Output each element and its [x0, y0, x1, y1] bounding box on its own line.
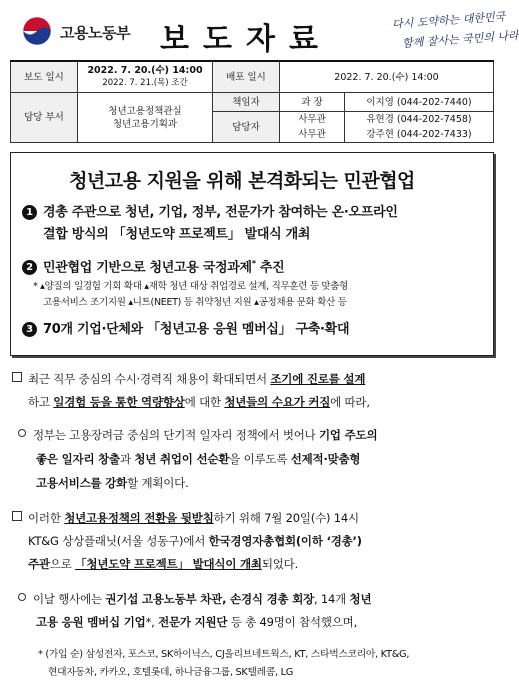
p4-h: 등 총 49명이 참석했으며, — [227, 615, 358, 629]
p2-i: 할 계획이다. — [127, 476, 189, 490]
point-2-text: 민관협업 기반으로 청년고용 국정과제 — [43, 260, 252, 276]
paragraph-3-line-2 — [28, 530, 494, 552]
slogan-line-2: 함께 잘사는 국민의 나라 — [401, 28, 519, 51]
p1-c: 하고 — [28, 395, 54, 409]
point-3-text: 70개 기업·단체와 「청년고용 응원 멤버십」 구축·확대 — [43, 322, 350, 337]
distribute-value: 2022. 7. 20.(수) 14:00 — [280, 61, 494, 93]
officer1-contact: 유현경 (044-202-7458) — [345, 112, 494, 128]
point-2-tail: 추진 — [255, 260, 285, 276]
footnote-line-2: 현대자동차, 카카오, 호텔롯데, 하나금융그룹, SK텔레콤, LG — [48, 667, 294, 678]
p3-b: 청년고용정책의 전환을 뒷받침 — [64, 511, 214, 525]
p3-c: 하기 위해 7월 20일(수) 14시 — [213, 511, 359, 525]
p3-d: KT&G 상상플래닛(서울 성동구)에서 — [28, 534, 209, 548]
release-label: 보도 일시 — [11, 61, 78, 93]
dept-cell — [78, 93, 213, 143]
p2-e: 청년 취업이 선순환 — [134, 452, 230, 466]
p1-f: 청년들의 수요가 커짐 — [224, 395, 331, 409]
p3-h: 「청년도약 프로젝트」 발대식이 개최 — [75, 557, 262, 571]
point-2-footnote-mark: * — [251, 259, 256, 268]
number-2-icon: 2 — [22, 260, 37, 275]
paragraph-1-line-2 — [28, 391, 494, 413]
p1-e: 에 대한 — [184, 395, 225, 409]
paragraph-1 — [12, 368, 494, 390]
p4-b: 권기섭 고용노동부 차관, 손경식 경총 회장 — [105, 592, 315, 606]
p2-h: 고용서비스를 강화 — [36, 476, 128, 490]
paragraph-2 — [18, 424, 494, 446]
paragraph-2-line-3 — [36, 472, 494, 494]
paragraph-4 — [18, 588, 494, 610]
chief-contact: 이지영 (044-202-7440) — [345, 93, 494, 112]
footnote-line-1: * (가입 순) 삼성전자, 포스코, SK하이닉스, CJ올리브네트웍스, KT, 스타벅스코리아, KT&G, — [38, 649, 410, 660]
paragraph-4-line-2 — [36, 611, 494, 633]
point-1 — [22, 203, 488, 223]
point-2-sub-2: 고용서비스 조기지원 ▴니트(NEET) 등 취약청년 지원 ▴공정채용 문화 확산 등 — [43, 297, 347, 308]
chief-role: 과 장 — [280, 93, 345, 112]
press-info-table — [10, 60, 494, 143]
p1-a: 최근 직무 중심의 수시·경력직 채용이 확대되면서 — [28, 372, 271, 386]
p3-e: 한국경영자총협회(이하 ‘경총’) — [208, 534, 362, 548]
square-bullet-icon — [12, 511, 22, 521]
p4-g: 전문가 지원단 — [158, 615, 228, 629]
dept-line-2: 청년고용기획과 — [112, 118, 178, 130]
officer1-role: 사무관 — [280, 112, 345, 128]
point-1-line-1: 경총 주관으로 청년, 기업, 정부, 전문가가 참여하는 온·오프라인 — [43, 205, 398, 220]
p2-b: 기업 주도의 — [319, 428, 378, 442]
p3-i: 되었다. — [261, 557, 299, 571]
page-title: 보도자료 — [160, 22, 332, 57]
p3-a: 이러한 — [28, 511, 65, 525]
p3-f: 주관 — [28, 557, 50, 571]
paragraph-2-line-2 — [36, 448, 494, 470]
p1-d: 일경험 등을 통한 역량향상 — [53, 395, 185, 409]
government-emblem-icon — [20, 14, 54, 48]
point-2 — [22, 254, 488, 278]
ministry-name: 고용노동부 — [60, 24, 130, 42]
circle-bullet-icon — [18, 429, 26, 437]
dept-label: 담당 부서 — [11, 93, 78, 143]
headline: 청년고용 지원을 위해 본격화되는 민관협업 — [69, 170, 415, 192]
number-3-icon: 3 — [22, 322, 37, 337]
point-1-line-2: 결합 방식의 「청년도약 프로젝트」 발대식 개최 — [43, 227, 311, 242]
p2-d: 과 — [119, 452, 135, 466]
circle-bullet-icon — [18, 593, 26, 601]
chief-label: 책임자 — [213, 93, 280, 112]
p4-d: 청년 — [349, 592, 372, 606]
p4-a: 이날 행사에는 — [33, 592, 106, 606]
release-sub: 2022. 7. 21.(목) 조간 — [102, 78, 188, 88]
p2-c: 좋은 일자리 창출 — [36, 452, 120, 466]
p4-c: , 14개 — [314, 592, 350, 606]
release-value: 2022. 7. 20.(수) 14:00 — [87, 65, 203, 76]
p1-b: 조기에 진로를 설계 — [270, 372, 366, 386]
slogan-line-1: 다시 도약하는 대한민국 — [391, 10, 506, 31]
p1-g: 에 따라, — [330, 395, 370, 409]
point-2-sub-1: * ▴양질의 일경험 기회 확대 ▴재학 청년 대상 취업경로 설계, 직무훈련 등 맞춤형 — [33, 281, 349, 292]
release-cell — [78, 61, 213, 93]
paragraph-3 — [12, 507, 494, 529]
p4-e: 고용 응원 멤버십 기업 — [36, 615, 146, 629]
paragraph-3-line-3 — [28, 553, 494, 575]
officer2-role: 사무관 — [280, 127, 345, 143]
number-1-icon: 1 — [22, 205, 37, 220]
dept-line-1: 청년고용정책관실 — [108, 105, 182, 117]
officer-label: 담당자 — [213, 112, 280, 143]
p2-a: 정부는 고용장려금 중심의 단기적 일자리 정책에서 벗어나 — [33, 428, 320, 442]
p4-f: *, — [145, 615, 159, 629]
distribute-label: 배포 일시 — [213, 61, 280, 93]
p3-g: 으로 — [49, 557, 76, 571]
p2-g: 선제적·맞춤형 — [290, 452, 361, 466]
square-bullet-icon — [12, 372, 22, 382]
officer2-contact: 강주현 (044-202-7433) — [345, 127, 494, 143]
point-3 — [22, 320, 488, 340]
p2-f: 을 이루도록 — [229, 452, 291, 466]
